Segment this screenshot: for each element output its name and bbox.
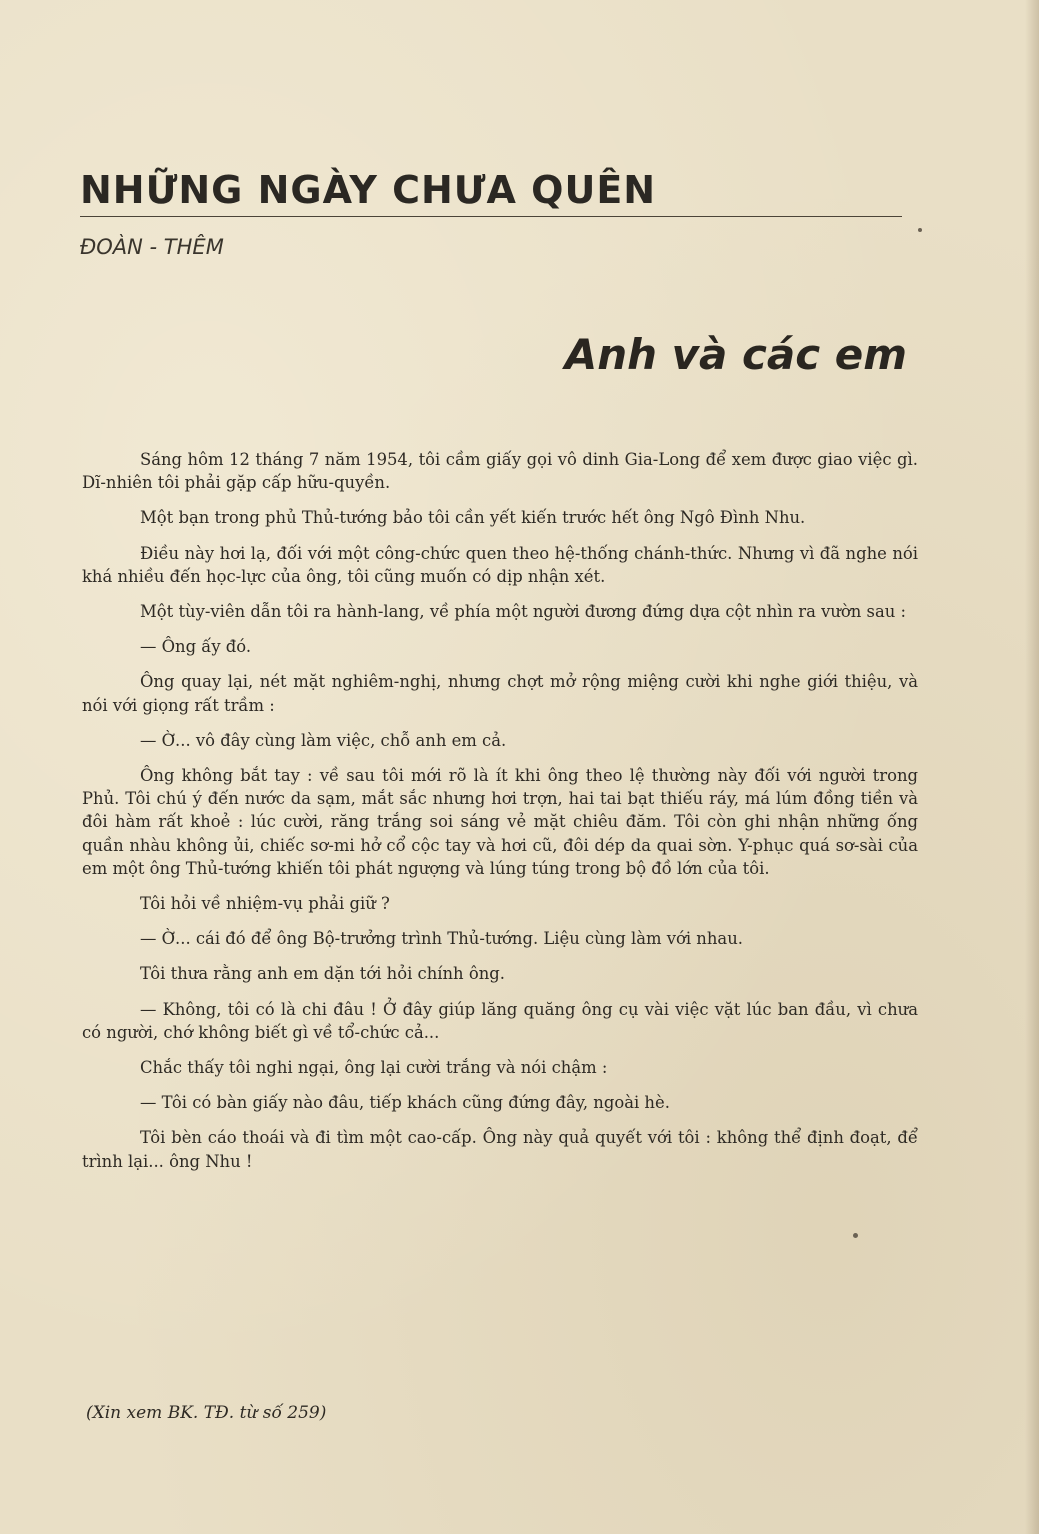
title-divider bbox=[80, 216, 902, 217]
paragraph: Tôi hỏi về nhiệm-vụ phải giữ ? bbox=[140, 894, 390, 914]
author-name: ĐOÀN - THÊM bbox=[80, 235, 224, 259]
series-title: NHỮNG NGÀY CHƯA QUÊN bbox=[80, 168, 657, 212]
page-edge-shadow bbox=[1025, 0, 1039, 1534]
dialogue-line: — Ông ấy đó. bbox=[140, 637, 252, 657]
paragraph: Ông quay lại, nét mặt nghiêm-nghị, nhưng chợt mở rộng miệng cười khi nghe giới thiệu, và nói với giọng rất trầm : bbox=[82, 672, 918, 715]
paragraph: Ông không bắt tay : về sau tôi mới rõ là ít khi ông theo lệ thường này đối với người trong Phủ. Tôi chú ý đến nước da sạm, mắt sắc nhưng hơi trợn, hai tai bạt thiếu ráy, má lúm đồng tiền và đôi hàm rất khoẻ : lúc cười, răng trắng soi sáng vẻ mặt chiêu đăm. Tôi còn ghi nhận những ống quần nhàu không ủi, chiếc sơ-mi hở cổ cộc tay và hơi cũ, đôi dép da quai sờn. Y-phục quá sơ-sài của em một ông Thủ-tướng khiến tôi phát ngượng và lúng túng trong bộ đồ lớn của tôi. bbox=[82, 766, 918, 878]
article-title: Anh và các em bbox=[564, 330, 907, 379]
print-speck bbox=[853, 1233, 858, 1238]
dialogue-line: — Ờ... cái đó để ông Bộ-trưởng trình Thủ-tướng. Liệu cùng làm với nhau. bbox=[140, 929, 743, 949]
paragraph: Điều này hơi lạ, đối với một công-chức quen theo hệ-thống chánh-thức. Nhưng vì đã nghe nói khá nhiều đến học-lực của ông, tôi cũng muốn có dịp nhận xét. bbox=[82, 543, 918, 586]
paragraph: Một tùy-viên dẫn tôi ra hành-lang, về phía một người đương đứng dựa cột nhìn ra vườn sau : bbox=[140, 602, 907, 622]
reference-note: (Xin xem BK. TĐ. từ số 259) bbox=[86, 1403, 327, 1423]
paragraph: Tôi thưa rằng anh em dặn tới hỏi chính ông. bbox=[140, 964, 505, 984]
dialogue-line: — Không, tôi có là chi đâu ! Ở đây giúp lăng quăng ông cụ vài việc vặt lúc ban đầu, vì chưa có người, chớ không biết gì về tổ-chức cả... bbox=[82, 999, 918, 1042]
paragraph: Tôi bèn cáo thoái và đi tìm một cao-cấp. Ông này quả quyết với tôi : không thể định đoạt, để trình lại... ông Nhu ! bbox=[82, 1128, 918, 1171]
paragraph: Một bạn trong phủ Thủ-tướng bảo tôi cần yết kiến trước hết ông Ngô Đình Nhu. bbox=[140, 508, 806, 528]
article-body bbox=[82, 448, 918, 1185]
paragraph: Chắc thấy tôi nghi ngại, ông lại cười trắng và nói chậm : bbox=[140, 1058, 608, 1078]
dialogue-line: — Tôi có bàn giấy nào đâu, tiếp khách cũng đứng đây, ngoài hè. bbox=[140, 1093, 670, 1113]
print-speck bbox=[918, 228, 922, 232]
paragraph: Sáng hôm 12 tháng 7 năm 1954, tôi cầm giấy gọi vô dinh Gia-Long để xem được giao việc gì. Dĩ-nhiên tôi phải gặp cấp hữu-quyền. bbox=[82, 450, 918, 493]
dialogue-line: — Ờ... vô đây cùng làm việc, chỗ anh em cả. bbox=[140, 730, 507, 750]
